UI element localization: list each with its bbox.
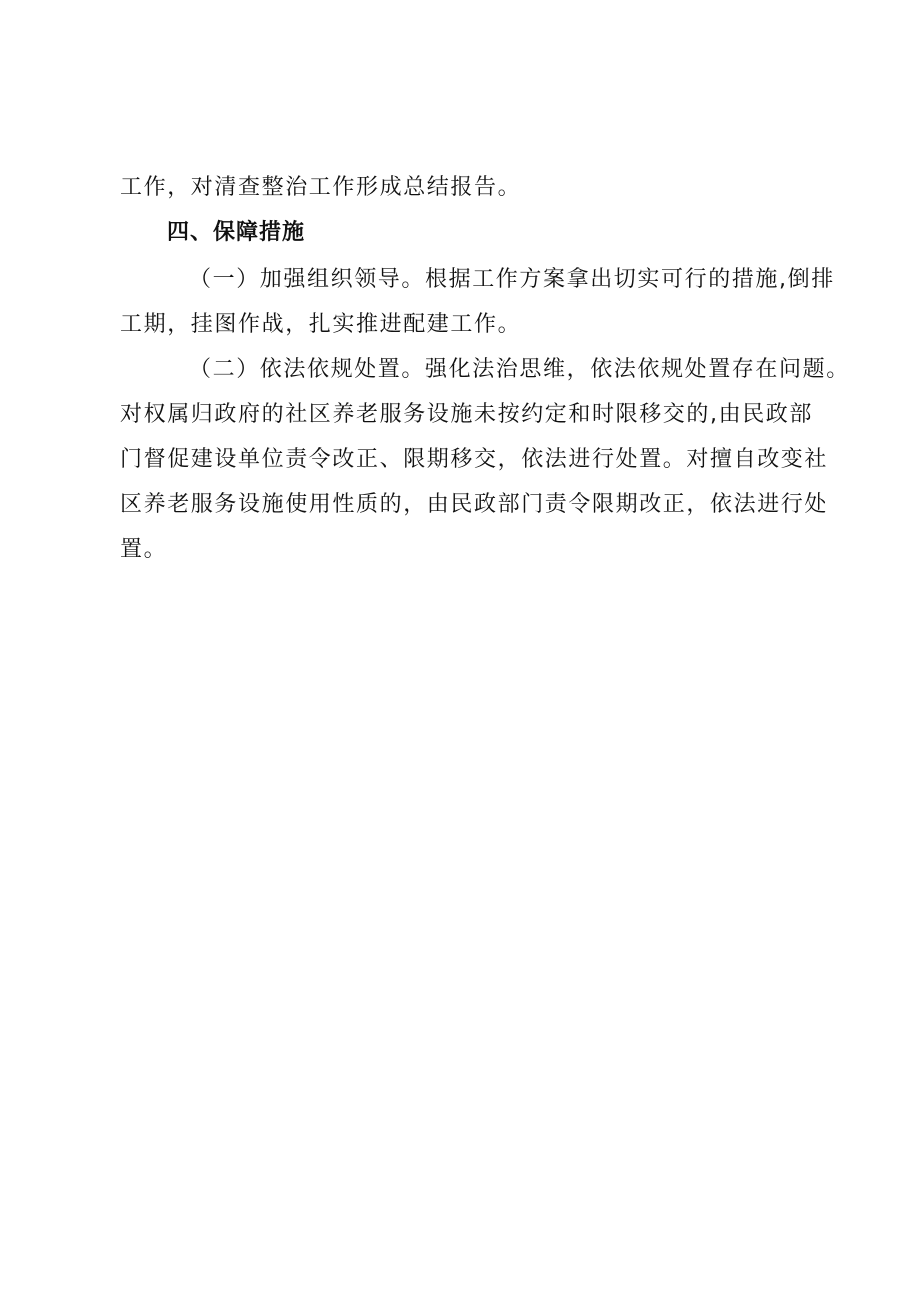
paragraph-1-line-1: （一）加强组织领导。根据工作方案拿出切实可行的措施,倒排 [189, 267, 835, 292]
paragraph-1-line-2: 工期，挂图作战，扎实推进配建工作。 [120, 312, 522, 337]
paragraph-2-line-3: 门督促建设单位责令改正、限期移交，依法进行处置。对擅自改变社 [120, 447, 829, 472]
paragraph-2-line-5: 置。 [120, 537, 168, 562]
paragraph-2-line-4: 区养老服务设施使用性质的，由民政部门责令限期改正，依法进行处 [120, 492, 829, 517]
paragraph-2-line-1: （二）依法依规处置。强化法治思维，依法依规处置存在问题。 [189, 357, 850, 382]
section-heading: 四、保障措施 [167, 220, 306, 245]
paragraph-line-continuation: 工作，对清查整治工作形成总结报告。 [120, 175, 522, 200]
paragraph-2-line-2: 对权属归政府的社区养老服务设施未按约定和时限移交的,由民政部 [120, 402, 813, 427]
